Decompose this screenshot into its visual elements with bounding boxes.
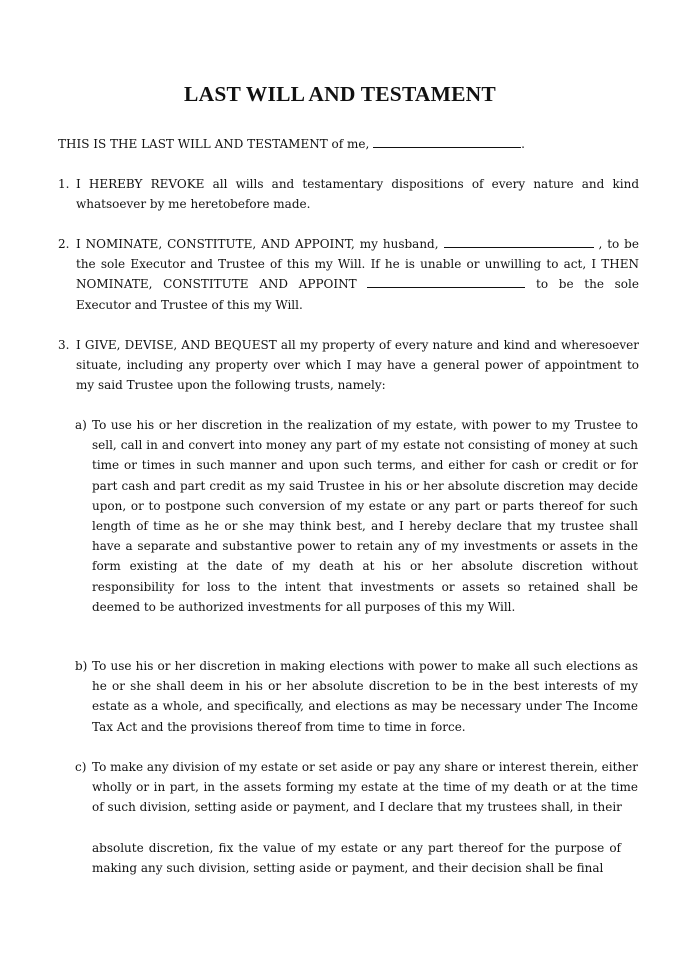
clause-number: 3.	[58, 338, 70, 352]
subclause-letter: c)	[75, 760, 87, 774]
clause-3	[58, 335, 639, 396]
subclause-text: To use his or her discretion in making elections with power to make all such elections as he or she shall deem in his or her absolute discretion to be in the best interests of my estate as a whole, and specifically, and elections as may be necessary under The Income Tax Act and the provisions thereof from time to time in force.	[92, 659, 638, 734]
clause-number: 2.	[58, 237, 70, 251]
executor-name-blank[interactable]	[444, 235, 594, 248]
clause-text-tobe: to be the	[536, 277, 604, 292]
subclause-a	[75, 415, 638, 617]
clause-text: I HEREBY REVOKE all wills and testamentary dispositions of every nature and kind whatsoever by me heretobefore made.	[76, 177, 639, 212]
clause-text-sole: sole Executor and Trustee of this my Will.	[76, 277, 639, 312]
document-title: LAST WILL AND TESTAMENT	[184, 82, 496, 106]
intro-line	[58, 134, 628, 154]
clause-number: 1.	[58, 177, 70, 191]
testator-name-blank[interactable]	[373, 135, 521, 148]
subclause-letter: b)	[75, 659, 88, 673]
intro-end: .	[521, 137, 525, 151]
clause-text: I GIVE, DEVISE, AND BEQUEST all my property of every nature and kind and wheresoever situate, including any property over which I may have a general power of appointment to my said Trustee upon the following trusts, namely:	[76, 338, 639, 393]
subclause-text: To use his or her discretion in the realization of my estate, with power to my Trustee to sell, call in and convert into money any part of my estate not consisting of money at such time or times in such manner and upon such terms, and either for cash or credit or for part cash and part credit as my said Trustee in his or her absolute discretion may decide upon, or to postpone such conversion of my estate or any part or parts thereof for such length of time as he or she may think best, and I hereby declare that my trustee shall have a separate and substantive power to retain any of my investments or assets in the form existing at the date of my death at his or her absolute discretion without responsibility for loss to the intent that investments or assets so retained shall be deemed to be authorized investments for all purposes of this my Will.	[92, 418, 638, 614]
subclause-b	[75, 656, 638, 737]
alternate-executor-blank[interactable]	[367, 275, 525, 288]
subclause-text-continued: absolute discretion, fix the value of my estate or any part thereof for the purpose of making any such division, setting aside or payment, and their decision shall be final	[92, 841, 621, 876]
clause-1	[58, 174, 639, 214]
clause-text-appoint: I NOMINATE, CONSTITUTE, AND APPOINT, my husband,	[76, 237, 439, 251]
subclause-c-continued	[92, 838, 621, 878]
clause-text-comma: ,	[598, 237, 603, 251]
clause-text-executor: to be the sole Executor and Trustee of this my Will. If he is unable or unwilling to act, I	[76, 237, 639, 272]
clause-text-alternate: THEN NOMINATE, CONSTITUTE AND APPOINT	[76, 257, 639, 292]
subclause-text: To make any division of my estate or set aside or pay any share or interest therein, either wholly or in part, in the assets forming my estate at the time of my death or at the time of such division, setting aside or payment, and I declare that my trustees shall, in their	[92, 760, 638, 815]
intro-text: THIS IS THE LAST WILL AND TESTAMENT of me,	[58, 137, 370, 151]
subclause-c	[75, 757, 638, 818]
subclause-letter: a)	[75, 418, 87, 432]
clause-2	[58, 234, 639, 315]
